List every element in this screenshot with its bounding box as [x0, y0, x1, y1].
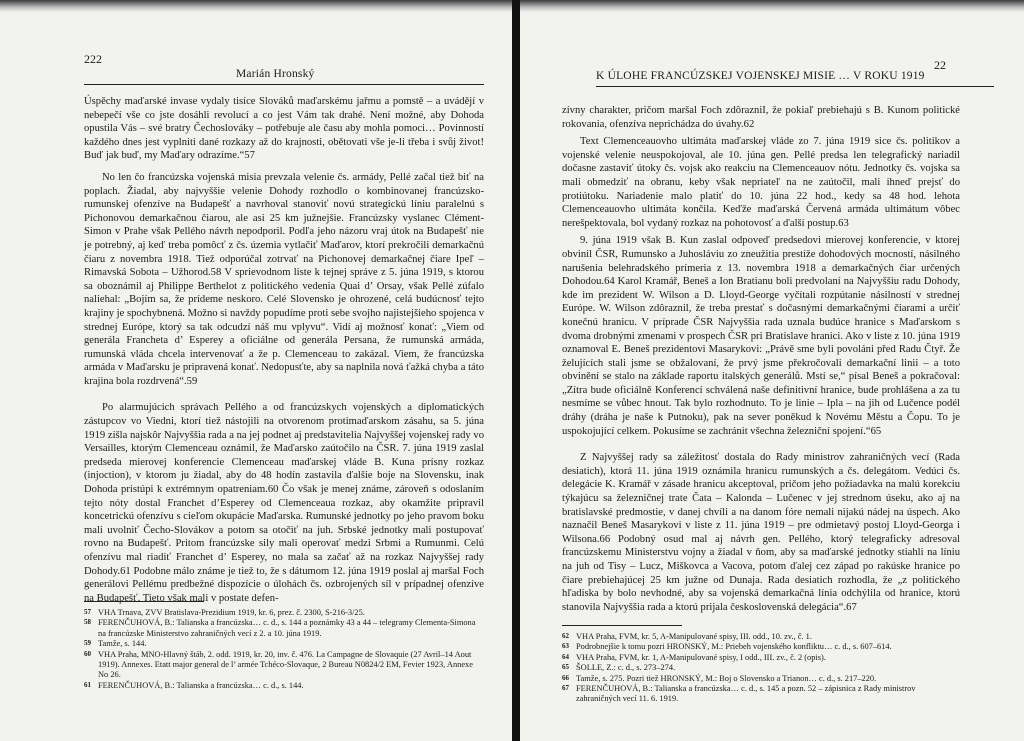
header-rule — [596, 86, 994, 87]
right-body-text — [562, 104, 960, 614]
footnote-rule — [562, 625, 682, 626]
page-number: 222 — [84, 52, 102, 66]
running-head: K ÚLOHE FRANCÚZSKEJ VOJENSKEJ MISIE … V ROKU 1919 — [596, 70, 925, 82]
footnote: 60 VHA Praha, MNO-Hlavný štáb, 2. odd. 1919, kr. 20, inv. č. 476. La Campagne de Slovaquie (27 Avril–14 Aout 1919). Annexes. Etatt major general de l’ armée Tchéco-Slovaque, 2 Bureau N0824/2 EM, Fevier 1923, Annexe No 26. — [84, 649, 473, 680]
right-page — [520, 0, 1024, 741]
paragraph: 9. júna 1919 však B. Kun zaslal odpoveď predsedovi mierovej konferencie, v ktorej obvinil ČSR, Rumunsko a Juhosláviu zo zneužitia prestíže dohodových mocností, násilného narušenia belehradského prímeria z 13. novembra 1918 a demarkačných čiar určených Dohodou.64 Karol Kramář, Beneš a Ion Bratianu boli predvolaní na Najvyššiu radu Dohody, kde im prezident W. Wilson a D. Lloyd-George vyčítali rozpútanie násilností v strednej Európe. W. Wilson zdôraznil, že treba prestať s dočasnými demarkačnými čiarami a určiť konečnú hranicu. V príprade ČSR Najvyššia rada uznala budúce hranice s Maďarskom s dvoma drobnými zmenami v prospech ČSR pri Bratislave hranici. Ako v liste z 10. júna 1919 oznamoval E. Beneš prezidentovi Masarykovi: „Právě sme byli povoláni před Radu Čtyř. Že želujících stali jsme se obžalovaní, že prvý jsme překročovali demarkační linii – a toto obvinění se stalo na základe raportu italských generálů. Mstí se,“ písal Beneš a pokračoval: „Zítra bude oficiálně Konferencí schválená naše definitivní hranice, bude prohlášena a za tu nesmíme se vůbec hnout. Tak bylo rozhodnuto. To je linie – Ipla – na jih od Lučence podél dráhy (dráha je naše k Putnoku), pak na sever poněkud k Novému Městu a Čopu. To je uspokojující celkem. Pokusíme se zachránit všechna železniční spojení.“65 — [562, 235, 960, 437]
footnote: 64 VHA Praha, FVM, kr. 1, A-Manipulované spisy, I odd., III. zv., č. 2 (opis). — [562, 652, 826, 662]
scan-edge — [0, 0, 512, 12]
paragraph: Text Clemenceauovho ultimáta maďarskej vláde zo 7. júna 1919 sice čs. politikov a vojenské velenie neuspokojoval, ale 10. júna gen. Pellé predsa len telegrafický nariadil dočasne zastaviť útoky čs. vojsk ako reakciu na Clemenceauov nótu. Jednotky čs. vojska sa mali obmedziť na obranu, keby však nepriateľ na ne zaútočil, mali ihneď prejsť do protiútoku. Nariadenie malo platiť do 10. júna 22 hod., kedy sa 48 hod. lehota Clemenceauovho ultimáta končila. Keďže maďarská Červená armáda ultimátum vôbec nerešpektovala, bol vydaný rozkaz na pohotovosť a ďalší postup.63 — [562, 136, 960, 229]
footnote: 67 FERENČUHOVÁ, B.: Talianska a francúzska… c. d., s. 145 a pozn. 52 – zápisnica z Rady ministrov zahraničných vecí 11. 6. 1919. — [562, 684, 916, 704]
footnote-rule — [84, 601, 204, 602]
footnote: 58 FERENČUHOVÁ, B.: Talianska a francúzska… c. d., s. 144 a poznámky 43 a 44 – telegramy Clementa-Simona na francúzske Ministerstvo zahraničných vecí z 2. a 10. júna 1919. — [84, 618, 476, 638]
footnote: 66 Tamže, s. 275. Pozri tiež HRONSKÝ, M.: Boj o Slovensko a Trianon… c. d., s. 217–220. — [562, 673, 877, 683]
left-body-text — [84, 95, 484, 605]
paragraph: No len čo francúzska vojenská misia prevzala velenie čs. armády, Pellé začal tiež biť na poplach. Žiadal, aby najvyššie velenie Dohody rozhodlo o kombinovanej francúzsko-rumunskej ofenzíve na Budapešť a navrhoval stanoviť novú strategickú líniu paralelnú s Pichonovou demarkačnou čiarou, ale asi 25 km južnejšie. Francúzsky vyslanec Clément-Simon v Prahe však Pelléhо návrh nepodporil. Podľa jeho názoru vraj útok na Budapešť nie je potrebný, aj keď treba pomôcť z čs. územia vytlačiť Maďarov, ktorí prekročili demarkačnú čiaru z novembra 1918. Tiež odporúčal zotrvať na Pichonovej demarkačnej čiare Ipeľ – Rimavská Sobota – Užhorod.58 V sprievodnom liste k tejnej správe z 5. júna 1919, s ktorou sa oboznámil aj Philippe Berthelot z politického vedenia Quai d’ Orsay, však Pellé zúfalo naliehal: „Bojím sa, že prídeme neskoro. Celé Slovensko je ohrozené, celá budúcnosť tejto krajiny je spochybnená. Možno si navždy popudíme proti sebe svojho najistejšieho spojenca v strednej Európe, ktorý sa tak odcudzí náš mu vplyvu“. Vidí aj možnosť konať: „Viem od generála Francheta d’ Esperey a oficiálne od generála Persana, že rumunská armáda, rumunská vláda chcela intervenovať a že p. Clemenceau to zakázal. Viem, že francúzska armáda v Maďarsku je pripravená konať. Nedopusťte, aby sa naplnila nová ťažká chyba a táto krajina bola rozdrvená“.59 — [84, 171, 484, 387]
footnote: 62 VHA Praha, FVM, kr. 5, A-Manipulované spisy, III. odd., 10. zv., č. 1. — [562, 632, 812, 641]
running-head: Marián Hronský — [236, 68, 315, 80]
scan-edge — [520, 0, 1024, 12]
footnote: 59 Tamže, s. 144. — [84, 639, 147, 649]
footnote: 65 ŠOLLE, Z.: c. d., s. 273–274. — [562, 663, 676, 673]
right-footnotes — [562, 632, 960, 705]
paragraph: Úspěchy maďarské invase vydaly tisíce Slováků maďarskému jařmu a pomstě – a uvádějí v nebepečí vše co jste dosáhli revolucí a co jest Vám tak drahé. Není možné, aby Dohoda opustila Vás – své bratry Čechoslováky – potřebuje ale času aby mohla pomoci… Povinností každého dnes jest vyplniti dané rozkazy až do krajnosti, obětovati vše je-li třeba i svůj život! Buď jak buď, my Maďary odrazíme.“57 — [84, 96, 484, 162]
paragraph: Po alarmujúcich správach Pelléhо a od francúzskych vojenských a diplomatických zástupcov vo Viedni, ktorí tiež nástojili na otvorenom protimaďarskom zásahu, sa 5. júna 1919 zišla najskôr Najvyššia rada a na jej podnet aj predstavitelia Najvyššej vojenskej rady vo Versailles, ktorým Clemenceau oznámil, že Maďarsko zaútočilo na ČSR. 7. júna 1919 zaslal predseda mierovej konferencie Clemenceau maďarskej vláde B. Kuna prísny rozkaz (injoction), v ktorom ju žiadal, aby do 48 hodín zastavila ďalšie boje na Slovensku, inak Dohoda pristúpi k extrémnym opatreniam.60 Čo však je menej známe, zároveň s odoslaním tejto nóty dostal Franchet d’Esperey od Clemenceaua rozkaz, aby okamžite pripravil koncetrickú ofenzívu s cieľom okupácie Maďarska. Rumunské jednotky po jeho pravom boku mali uvolniť Čecho-Slovákov a potom sa otočiť na juh. Srbské jednotky mali postupovať rovno na Budapešť. Pritom francúzske sily mali operovať medzi Srbmi a Rumunmi. Celú ofenzívu mal riadiť Franchet d’ Esperey, no mala sa začať až na rozkaz Najvyššej rady Dohody.61 Podobne málo známe je tiež to, že s dátumom 12. júna 1919 poslal aj maršal Foch generálovi Pellému predbežné dispozície o úlohách čs. ozbrojených síl v prípadnej ofenzíve na Budapešť. Tieto však mali v postate defen- — [84, 402, 484, 604]
header-rule — [84, 84, 484, 85]
footnote: 63 Podrobnejšie k tomu pozri HRONSKÝ, M.: Priebeh vojenského konfliktu… c. d., s. 607–614. — [562, 642, 892, 652]
paragraph: Z Najvyššej rady sa záležitosť dostala do Rady ministrov zahraničných vecí (Rada desiatich), ktorá 11. júna 1919 oznámila hranicu rumunských a čs. delegátom. Vedúci čs. delegácie K. Kramář v zásade hranicu akceptoval, pričom jeho požiadavka na malú korekciu týkajúcu sa železničnej trate Čata – Kalonda – Lučenec v jej strednom úseku, ako aj na bratislavské predmostie, v danej chvíli a na danom fóre nemali nijakú nádej na úspech. Ako naznačil Beneš Masarykovi v liste z 11. júna 1919 – pre odmietavý postoj Lloyd-Georga i Wilsona.66 Podobný osud mal aj návrh gen. Pelléhо, ktorý telegraficky adresoval francúzskemu Ministerstvu vojny a žiadal v ňom, aby sa maďarské jednotky stiahli na líniu na juh od Tisy – Lucz, Miškovca a Vacova, potom ďalej cez západ po rakúske hranice po čiare prebiehajúcej 25 km južne od Dunaja. Rada desiatich rozhodla, že „z politického hľadiska by bolo nevhodné, aby sa vojenská demarkačná línia odchýlila od hranice, ktorú stanovila Najvyššia rada a ktorú prijala československá delegácia“.67 — [562, 452, 960, 613]
book-gutter — [512, 0, 520, 741]
paragraph: zívny charakter, pričom maršal Foch zdôrazniI, že pokiaľ prebiehajú s B. Kunom politické rokovania, ofenzíva neprichádza do úvahy.62 — [562, 105, 960, 130]
left-footnotes — [84, 608, 484, 691]
page-number: 22 — [934, 58, 946, 72]
footnote: 57 VHA Trnava, ZVV Bratislava-Prezidium 1919, kr. 6, prez. č. 2300, S-216-3/25. — [84, 608, 365, 617]
footnote: 61 FERENČUHOVÁ, B.: Talianska a francúzska… c. d., s. 144. — [84, 680, 304, 690]
